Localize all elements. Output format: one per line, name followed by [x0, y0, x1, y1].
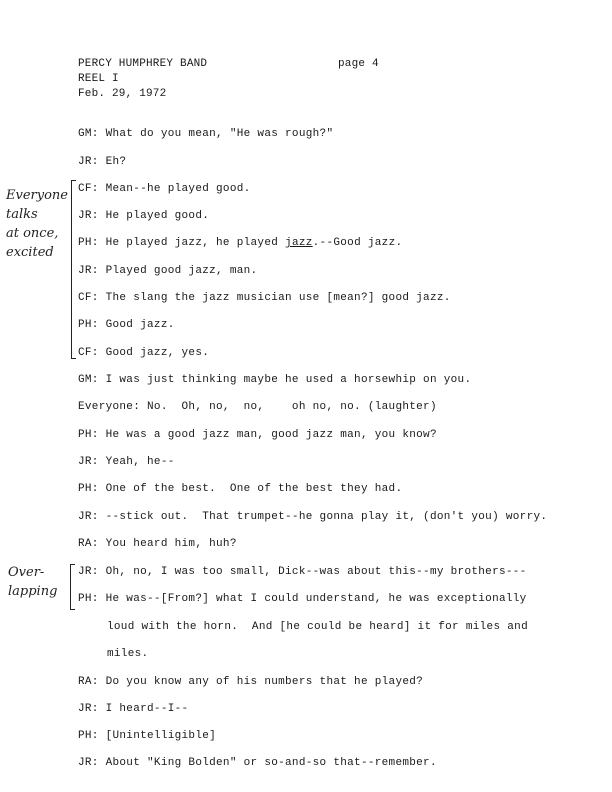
bracket-overlapping	[70, 564, 75, 610]
note-line: at once,	[6, 226, 59, 241]
line-text: PH: He played jazz, he played	[78, 237, 286, 249]
transcript-line: CF: Good jazz, yes.	[78, 347, 210, 359]
transcript-line: JR: --stick out. That trumpet--he gonna play it, (don't you) worry.	[78, 511, 548, 523]
transcript-line: PH: Good jazz.	[78, 319, 175, 331]
transcript-line: JR: Eh?	[78, 156, 127, 168]
transcript-line: PH: [Unintelligible]	[78, 730, 217, 742]
transcript-line: CF: Mean--he played good.	[78, 183, 251, 195]
underlined-word: jazz	[285, 237, 313, 249]
transcript-line: Everyone: No. Oh, no, no, oh no, no. (laughter)	[78, 401, 437, 413]
transcript-line: GM: I was just thinking maybe he used a horsewhip on you.	[78, 374, 472, 386]
transcript-line: PH: He was--[From?] what I could understand, he was exceptionally	[78, 593, 527, 605]
transcript-line: JR: Played good jazz, man.	[78, 265, 258, 277]
note-line: excited	[6, 245, 54, 260]
header-page: page 4	[338, 58, 379, 70]
note-line: Over-	[8, 565, 45, 580]
transcript-line	[78, 237, 402, 249]
transcript-line: JR: Yeah, he--	[78, 456, 175, 468]
note-line: lapping	[8, 584, 58, 599]
note-line: Everyone	[6, 188, 68, 203]
transcript-line: JR: About "King Bolden" or so-and-so that--remember.	[78, 757, 437, 769]
bracket-everyone	[71, 180, 76, 359]
transcript-line: PH: He was a good jazz man, good jazz man, you know?	[78, 429, 437, 441]
transcript-line: RA: You heard him, huh?	[78, 538, 237, 550]
header-reel: REEL I	[78, 73, 119, 85]
transcript-line: JR: Oh, no, I was too small, Dick--was about this--my brothers---	[78, 566, 527, 578]
line-text: .--Good jazz.	[312, 237, 403, 249]
transcript-line: GM: What do you mean, "He was rough?"	[78, 128, 334, 140]
transcript-line: miles.	[107, 648, 149, 660]
transcript-line: PH: One of the best. One of the best they had.	[78, 483, 403, 495]
transcript-line: CF: The slang the jazz musician use [mean?] good jazz.	[78, 292, 451, 304]
header-band: PERCY HUMPHREY BAND	[78, 58, 208, 70]
margin-note-overlapping	[8, 563, 57, 601]
header-date: Feb. 29, 1972	[78, 88, 167, 100]
transcript-line: RA: Do you know any of his numbers that he played?	[78, 676, 424, 688]
note-line: talks	[6, 207, 38, 222]
transcript-line: JR: He played good.	[78, 210, 210, 222]
transcript-line: JR: I heard--I--	[78, 703, 189, 715]
transcript-line: loud with the horn. And [he could be heard] it for miles and	[107, 621, 528, 633]
margin-note-everyone	[6, 186, 68, 262]
